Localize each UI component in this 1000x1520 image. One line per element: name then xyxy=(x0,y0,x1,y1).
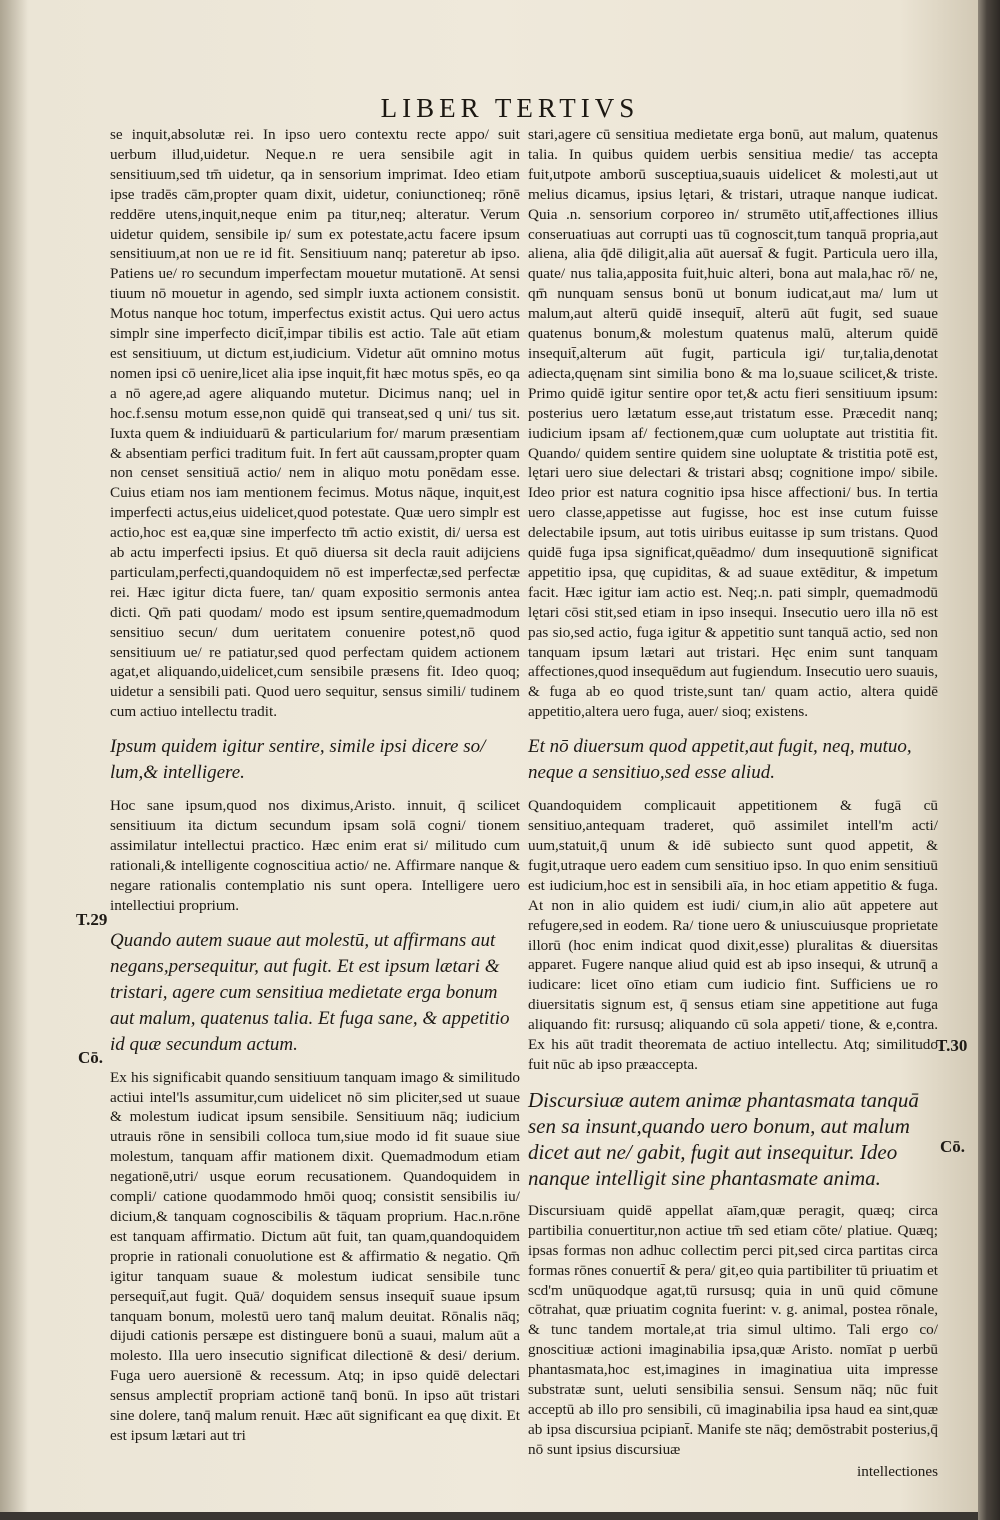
gutter-shadow xyxy=(0,0,28,1512)
margin-mark-t30: T.30 xyxy=(936,1036,968,1055)
commentary-paragraph: stari,agere cū sensitiua medietate erga bonū, aut malum, quatenus talia. In quibus quidem uerbis sensitiua medie/ tas accepta fuit,utpote amborū susceptiua,suauis uidelicet & molesti,aut ut melius dicamus, ipsius lętari, & tristari, utraque nanque iudicat. Quia .n. sensorium corporeo in/ strumēto utit̄,affectiones illius conseruatiuas aut corrupti uas tū cognoscit,tum tanquā propria,aut aliena, alia q̄dē diligit,alia aūt auersat̄ & fugit. Particula uero illa, quate/ nus talia,apposita fuit,huic alteri, bona aut mala,hac rō/ ne, qm̄ nunquam sensus bonū ut bonum iudicat,aut ma/ lum ut malum,aut alterū quidē insequit̄, alterū aūt fugit, sed suaue quatenus bonum,& molestum quatenus malū, alterum quidē insequit̄,alterum aūt fugit, particula igi/ tur,talia,denotat adiecta,quęnam sint similia bono & ma lo,suaue scilicet,& triste. Primo quidē igitur sentire opor tet,& actu fieri sensitiuum ipsum: posterius uero lætatum esse,aut tristatum esse. Præcedit nanq; iudicium ipsam af/ fectionem,quæ cum uoluptate aut tristitia fit. Quando/ quidem sentire quidem sine uoluptate & tristitia potē est, lętari uero siue delectari & tristari absq; cognitione impo/ sibile. Ideo prior est natura cognitio ipsa hisce affectioni/ bus. In tertia uero classe,appetisse aut fugisse, hoc est inse cutum fuisse delectabile ipsum, aut totis uiribus euitasse ip sum tristans. Quod quidē fuga ipsa significat,quēadmo/ dum insequutionē significat appetitio ipsa, quę cupiditas, & ad suaue extēditur, & impetum facit. Hæc igitur iam actio est. Neq;.n. pati simplr, quemadmodū lętari cōsi stit,sed etiam in ipso insequi. Insecutio uero illa nō est pas sio,sed actio, fuga igitur & appetitio sunt tanquā actio, sed non tanquam ipsum lætari aut tristari. Hęc enim sunt tanquam affectiones,quod insequēdum aut fugiendum. Insecutio uero suauis, & fuga ab eo quod triste,sunt tan/ quam actio, altera quidē appetitio,altera uero fuga, auer/ sioq; existens. xyxy=(528,126,938,721)
margin-mark-commentary-2: Cō. xyxy=(940,1137,966,1156)
commentary-paragraph: Ex his significabit quando sensitiuum tanquam imago & similitudo actiui intel'ls assumitur,cum uidelicet nō sim pliciter,sed ut suaue & molestum iudicat ipsum sensibile. Sensitiuum nāq; iudicium utrauis rōne in sensibili colloca tum,siue modo id fit suaue siue molestum, tanquam affir mationem dixit. Quemadmodum etiam negationē,utri/ usque eorum recusationem. Quandoquidem in compli/ catione quodammodo hmōi quoq; consistit sensibilis iu/ dicium,& tanquam cognoscibilis & tāquam proprium. Hac.n.rōne est tanquam affirmatio. Dictum aūt fuit, tan quam,quandoquidem proprie in rationali conuolutione est & affirmatio & negatio. Qm̄ igitur tanquam suaue & molestum iudicat sensibile tunc persequit̄,aut fugit. Quā/ doquidem sensus insequit̄ suaue ipsum tanquam bonum, molestū uero tanq̄ malum deuitat. Rōnalis nāq; dijudi cationis persæpe est distinguere bonū a suaui, malum aūt a molesto. Illa uero insecutio significat dilectionē & desi/ derium. Fuga uero auersionē & recessum. Atq; in ipso quidē delectari sensus amplectit̄ propriam actionē tanq̄ bonū. In ipso aūt tristari sine dolere, tanq̄ malum renuit. Hæc aūt significant ea quę dixit. Et est ipsum lætari aut tri xyxy=(110,1068,520,1444)
text-lemma: Discursiuæ autem animæ phantasmata tanquā sen sa insunt,quando uero bonum, aut malum dicet aut ne/ gabit, fugit aut insequitur. Ideo nanque intelligit sine phantasmate anima. xyxy=(528,1087,919,1190)
running-head: LIBER TERTIVS xyxy=(380,93,640,123)
commentary-paragraph: se inquit,absolutæ rei. In ipso uero contextu recte appo/ suit uerbum illud,uidetur. Neque.n re uera sensibile agit in sensitiuum,sed tm̄ uidetur, qa in sensorium imprimat. Ideo etiam ipse tradēs cām,propter quam dixit, uidetur, coniunctioneq; rōnē reddēre utens,inquit,neque enim pa titur,neq; alteratur. Verum uidetur quidem, sensibile ip/ sum ex potestate,actu facere ipsum sensitiuum,at non ue re id fit. Sensitiuum nanq; pateretur ab ipso. Patiens ue/ ro secundum imperfectam mouetur mutationē. At sensi tiuum nō mouetur in agendo, sed simplr iuxta actionem consistit. Motus nanque hoc totum, imperfectus existit actus. Qui uero actus simplr sine imperfecto dicit̄,impar tibilis est actio. Tale aūt etiam est sensitiuum, ut dictum est,iudicium. Videtur aūt omnino motus nomen ipsi cō uenire,licet alia ipse inquit,fit hæc motus spēs, eo qa a nō agere,ad agere aliquando mutetur. Dicimus nanq; uel in hoc.f.sensu motum esse,non quidē qui transeat,sed q uni/ tus sit. Iuxta quem & indiuiduarū & particularium for/ marum præsentiam & absentiam perfici traditum fuit. In fert aūt caussam,propter quam non censet sensitiuā actio/ nem in aliquo motu ponēdam esse. Cuius etiam nos iam mentionem fecimus. Motus nāque, inquit,est imperfecti actus,eius uidelicet,quod potestate. Quæ uero simplr est actio,hoc est ea,quæ sine imperfecto tm̄ actio existit, di/ uersa est ab actu imperfecti ipsius. Et quō diuersa sit decla rauit adijciens particulam,perfecti,quandoquidem nō est imperfectæ,sed perfectæ rei. Hæc igitur dicta fuere, tan/ quam expositio sermonis antea dicti. Qm̄ pati quodam/ modo est ipsum sentire,quemadmodum sensitiuo secun/ dum ueritatem conuenire potest,nō quod sensitiuum ue/ re patiatur,sed quod perfectam quidem actionem agat,et aliquando,uidelicet,cum sensibile præsens fit. Ideo quoq; uidetur a sensibili pati. Quod uero sequitur, sensus simili/ tudinem cum actiuo intellectu tradit. xyxy=(110,126,520,721)
text-lemma: Quando autem suaue aut molestū, ut affirmans aut negans,persequitur, aut fugit. Et est ipsum lætari & tristari, agere cum sensitiua medietate erga bonum aut malum, quatenus talia. Et fuga sane, & appetitio id quæ secundum actum. xyxy=(110,929,510,1055)
margin-mark-t29: T.29 xyxy=(76,910,108,929)
catchword: intellectiones xyxy=(857,1462,938,1480)
left-column xyxy=(110,125,520,1446)
commentary-paragraph: Discursiuam quidē appellat aīam,quæ peragit, quæq; circa partibilia conuertitur,non actiue tm̄ sed etiam cōte/ platiue. Quæq; ipsas formas non adhuc collectim perci pit,sed circa partitas circa formas rōnes conuertit̄ & pera/ git,eo quia partibiliter tū priuatim et scd'm unūquodque agat,tū rursusq; quia in unū quid cōmune cōtrahat, quæ priuatim cognita fuerint: v. g. animal, postea rōnale, & tunc tandem mortale,at tria simul ultimo. Tali ergo co/ gnoscitiuæ actioni imaginabilia ipsa,quæ Aristo. nomīat p uerbū phantasmata,hoc est,imagines in imaginatiua uita impresse substratæ sunt, ueluti sensibilia sensui. Sensum nāq; nūc fuit acceptū ab illo pro sensibili, cū imaginabilia ipsa haud ea sint,quæ ab ipsa discursiua pcipiant̄. Manife ste nāq; demōstrabit posterius,q̄ nō sunt ipsius discursiuæ xyxy=(528,1201,938,1458)
text-lemma: Et nō diuersum quod appetit,aut fugit, neq, mutuo, neque a sensitiuo,sed esse aliud. xyxy=(528,736,912,784)
margin-mark-commentary: Cō. xyxy=(78,1048,104,1067)
text-lemma: Ipsum quidem igitur sentire, simile ipsi dicere so/ lum,& intelligere. xyxy=(110,736,486,784)
book-edge xyxy=(978,0,1000,1520)
commentary-paragraph: Quandoquidem complicauit appetitionem & fugā cū sensitiuo,antequam traderet, quō assimilet intell'm acti/ uum,statuit,q̄ unum & idē subiecto sunt quod appetit, & fugit,utraque uero eadem cum sensitiuo ipso. In quo enim sensitiuū est iudicium,hoc est in sensibili aīa, in hoc etiam appetitio & fuga. At non in alio quidem est iudi/ cium,in alio aūt appetere aut refugere,sed in eodem. Ra/ tione uero & uniuscuiusque proprietate illorū (hoc enim indicat quod dixit,esse) pluralitas & diuersitas apparet. Fugere nanque aliud quid est ab ipso insequi, & utrunq̄ a iudicare: licet oīno etiam cum iudicio fint. Sufficiens ue ro diuersitatis signum est, q̄ sensus etiam sine appetitione aut fuga aliquando fit: rursusq; aliquando cū sola appeti/ tione, & e,contra. Ex his aūt tradit theoremata de actiuo intellectu. Atq; similitudo fuit nūc ab ipso præaccepta. xyxy=(528,797,938,1073)
commentary-paragraph: Hoc sane ipsum,quod nos diximus,Aristo. innuit, q̄ scilicet sensitiuum ita dictum secundum ipsam solā cogni/ tionem assimilatur intellectui practico. Hæc enim erat si/ militudo cum rationali,& intelligente cognoscitiua actio/ ne. Affirmare nanque & negare rationalis contemplatio nis sunt opera. Intelligere uero intellectiui proprium. xyxy=(110,797,520,914)
right-column xyxy=(528,125,938,1482)
